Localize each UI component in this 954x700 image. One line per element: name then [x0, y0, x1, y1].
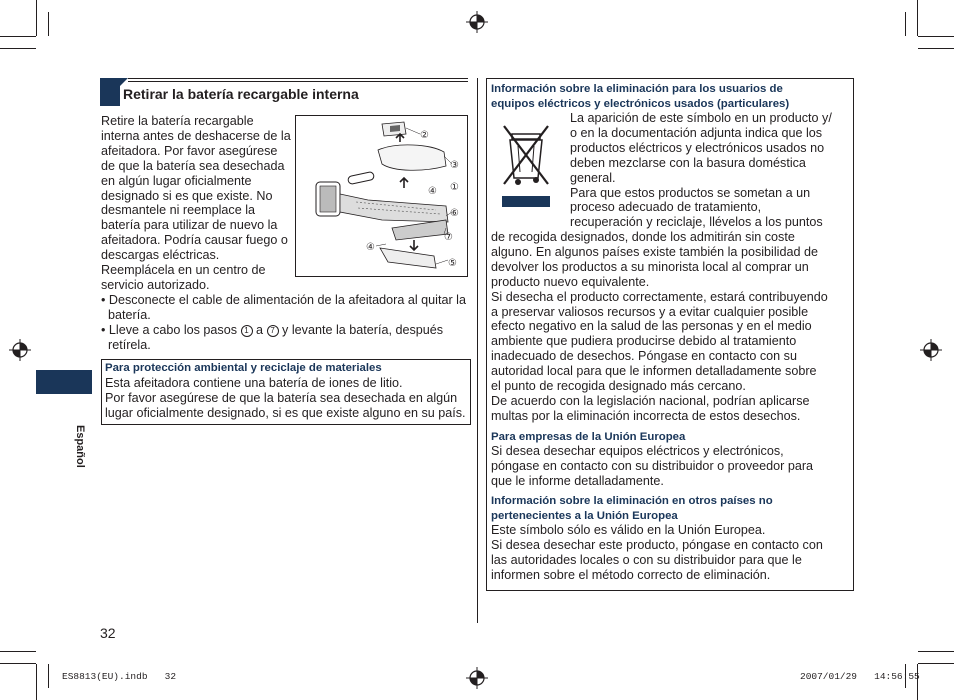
bullet-list [101, 293, 471, 353]
crop-mark [917, 0, 918, 36]
crop-mark [48, 12, 49, 36]
crop-mark [0, 48, 36, 49]
eu-business-text: Si desea desechar equipos eléctricos y electrónicos, póngase en contacto con su distribuidor o proveedor para que le informe detalladamente. [491, 444, 814, 488]
weee-title: Información sobre la eliminación para los usuarios de equipos eléctricos y electrónicos usados (particulares) [491, 83, 790, 110]
non-eu-heading: Información sobre la eliminación en otros países no pertenecientes a la Unión Europea [491, 495, 773, 522]
crop-mark [0, 651, 36, 652]
step-label: ② [420, 130, 429, 141]
bullet-item: • Desconecte el cable de alimentación de la afeitadora al quitar la [101, 293, 466, 307]
shaver-exploded-diagram [296, 116, 467, 276]
crop-mark [918, 663, 954, 664]
heading-fill [100, 84, 120, 106]
bullet-item-cont: batería. [108, 307, 151, 322]
column-divider [477, 78, 478, 623]
battery-removal-diagram [295, 115, 468, 277]
weee-body-text: de recogida designados, donde los admitirán sin coste alguno. En algunos países existe también la posibilidad de devolver los productos a su minorista local al comprar un producto nuevo equivalente. Si desecha el producto correctamente, estará contribuyendo a preservar valiosos recursos y a evitar cualquier posible efecto negativo en la salud de las personas y en el medio ambiente que pudiera producirse debido al tratamiento inadecuado de desechos. Póngase en contacto con su autoridad local para que le informen detalladamente sobre el punto de recogida designado más cercano. De acuerdo con la legislación nacional, podrían aplicarse multas por la eliminación incorrecta de estos desechos. [491, 230, 828, 423]
step-label: ⑦ [444, 232, 453, 243]
footer-timestamp: 2007/01/29 14:56:55 [800, 671, 920, 682]
step-label: ① [450, 182, 459, 193]
crop-mark [917, 664, 918, 700]
bullet-item: • Lleve a cabo los pasos 1 a 7 y levante la batería, después [101, 322, 444, 337]
footer-file-info: ES8813(EU).indb 32 [62, 671, 177, 682]
crop-mark [0, 663, 36, 664]
eu-business-heading: Para empresas de la Unión Europea [491, 431, 686, 443]
crop-mark [0, 36, 36, 37]
page-number: 32 [100, 625, 116, 641]
registration-mark-icon [466, 667, 488, 689]
language-tab-label: Español [74, 425, 86, 468]
section-title: Retirar la batería recargable interna [123, 86, 359, 102]
bullet-item-cont: retírela. [108, 337, 151, 352]
crop-mark [918, 48, 954, 49]
crop-mark [918, 651, 954, 652]
step-label: ④ [366, 242, 375, 253]
crop-mark [36, 664, 37, 700]
step-label: ③ [450, 160, 459, 171]
registration-mark-icon [9, 339, 31, 361]
registration-mark-icon [466, 11, 488, 33]
language-tab [36, 370, 92, 394]
step-label: ④ [428, 186, 437, 197]
crop-mark [48, 664, 49, 688]
crossed-out-wheelie-bin-icon [498, 120, 554, 210]
crop-mark [905, 12, 906, 36]
heading-rule [128, 78, 468, 79]
weee-wrapped-text: La aparición de este símbolo en un producto y/ o en la documentación adjunta indica que los productos eléctricos y electrónicos usados no deben mezclarse con la basura doméstica general. Para que estos productos se sometan a un proceso adecuado de tratamiento, recuperación y reciclaje, llévelos a los puntos [570, 111, 832, 230]
environment-note-box: Para protección ambiental y reciclaje de materiales Esta afeitadora contiene una batería de iones de litio. Por favor asegúrese de que la batería sea desechada en algún lugar oficialmente designado, si es que existe alguno en su país. [101, 359, 471, 425]
step-label: ⑥ [450, 208, 459, 219]
non-eu-text: Este símbolo sólo es válido en la Unión Europea. Si desea desechar este producto, póngase en contacto con las autoridades locales o con su distribuidor para que le informen sobre el método correcto de eliminación. [491, 523, 823, 582]
step-label: ⑤ [448, 258, 457, 269]
registration-mark-icon [920, 339, 942, 361]
crop-mark [36, 0, 37, 36]
crop-mark [918, 36, 954, 37]
environment-note-title: Para protección ambiental y reciclaje de materiales [105, 362, 382, 374]
step-ref: 1 [241, 325, 253, 337]
heading-rule [128, 81, 468, 82]
step-ref: 7 [267, 325, 279, 337]
intro-text: Retire la batería recargable interna antes de deshacerse de la afeitadora. Por favor asegúrese de que la batería sea desechada en algún lugar oficialmente designado si es que existe. No desmantele ni reemplace la batería para utilizar de nuevo la afeitadora. Podría causar fuego o descargas eléctricas. Reemplácela en un centro de servicio autorizado. [101, 114, 291, 292]
